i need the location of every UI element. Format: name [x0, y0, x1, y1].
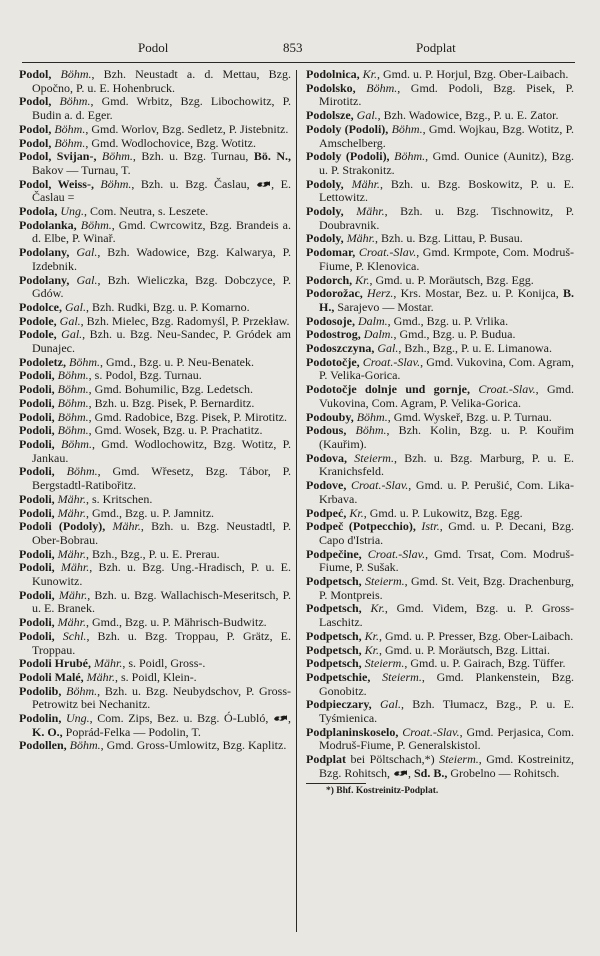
entry-name: Podouby,	[306, 409, 357, 424]
gazetteer-entry	[306, 315, 574, 329]
entry-region: Böhm.	[66, 464, 98, 479]
entry-region: Gal.	[76, 245, 98, 260]
entry-details: , Gmd. u. P. Presser, Bzg. Ober-Laibach.	[379, 628, 574, 643]
entry-details: , Bzh. Tłumacz, Bzg., P. u. E. Tyśmienica.	[319, 697, 575, 726]
entry-details: , Gmd. Cwrcowitz, Bzg. Brandeis a. d. Elbe, P. Winař.	[32, 217, 292, 246]
gazetteer-entry	[306, 287, 574, 314]
entry-name: Podorch,	[306, 272, 356, 287]
entry-region: Gal.	[356, 108, 378, 123]
entry-details: , s. Poidl, Gross-.	[122, 656, 206, 671]
post-horn-icon	[393, 766, 408, 780]
entry-region: Gal.	[377, 341, 399, 356]
entry-name: Podpetsch,	[306, 574, 365, 589]
entry-name: Podol,	[19, 121, 55, 136]
gazetteer-entry	[306, 274, 574, 288]
gazetteer-entry	[19, 137, 291, 151]
entry-name: Podosoje,	[306, 313, 358, 328]
gazetteer-entry	[306, 452, 574, 479]
entry-region: Dalm.	[358, 313, 388, 328]
entry-name: Podoli,	[19, 587, 59, 602]
entry-region: Croat.-Slav.	[478, 382, 536, 397]
entry-name: Podpečine,	[306, 546, 368, 561]
entry-name: Podoli,	[19, 505, 58, 520]
gazetteer-entry	[19, 616, 291, 630]
entry-details: , Gmd. Videm, Bzg. u. P. Gross-Laschitz.	[319, 601, 574, 630]
entry-details: , Gmd. Trsat, Com. Modruš-Fiume, P. Sušak.	[319, 546, 574, 575]
gazetteer-entry	[306, 205, 574, 232]
entry-details: , Bzh. u. Bzg. Neubydschov, P. Gross-Petrowitz bei Nechanitz.	[32, 683, 291, 712]
left-column	[19, 68, 291, 753]
gazetteer-entry	[306, 479, 574, 506]
gazetteer-entry	[19, 438, 291, 465]
gazetteer-entry	[306, 328, 574, 342]
entry-name: Podolsko,	[306, 80, 367, 95]
entry-name: Podoli,	[19, 491, 58, 506]
gazetteer-entry	[306, 548, 574, 575]
entry-details: bei Pöltschach,*)	[346, 752, 440, 767]
entry-name: Podous,	[306, 423, 356, 438]
entry-details: , Gmd. u. P. Gairach, Bzg. Tüffer.	[404, 656, 566, 671]
entry-details: Poprád-Felka — Podolin, T.	[62, 724, 201, 739]
entry-region: Mähr.	[94, 656, 123, 671]
entry-name: Podole,	[19, 327, 62, 342]
post-horn-icon	[256, 177, 271, 191]
entry-details: , Bzh. u. Bzg. Pisek, P. Bernarditz.	[88, 395, 255, 410]
entry-name: Podollen,	[19, 738, 70, 753]
entry-details: , Gmd. Worlov, Bzg. Sedletz, P. Jistebnitz.	[85, 121, 289, 136]
entry-details: ,	[288, 711, 291, 726]
entry-details: , Com. Neutra, s. Leszete.	[84, 204, 209, 219]
gazetteer-entry	[306, 82, 574, 109]
entry-details: , s. Kritschen.	[86, 491, 153, 506]
entry-name: Podoli,	[19, 615, 58, 630]
entry-details: , Bzh. u. Bzg. Časlau,	[131, 176, 257, 191]
entry-name: Podol,	[19, 135, 55, 150]
gazetteer-entry	[306, 657, 574, 671]
entry-region: Kr.	[355, 272, 370, 287]
entry-details: , Gmd. Kostreinitz, Bzg. Rohitsch,	[319, 752, 574, 780]
gazetteer-entry	[19, 205, 291, 219]
entry-name: Podol,	[19, 94, 60, 109]
entry-details: Sarajevo — Mostar.	[334, 299, 434, 314]
entry-region: Böhm.	[391, 121, 423, 136]
page-number: 853	[283, 40, 303, 55]
entry-region: Mähr.	[57, 491, 87, 506]
entry-name: Podoli,	[19, 382, 58, 397]
gazetteer-entry	[19, 548, 291, 562]
entry-region: Croat.-Slav.	[350, 478, 409, 493]
entry-region: Böhm.	[366, 80, 398, 95]
gazetteer-entry	[19, 95, 291, 122]
entry-region: Böhm.	[100, 176, 132, 191]
entry-region: Böhm.	[57, 368, 89, 383]
entry-name: Podolin,	[19, 711, 66, 726]
entry-region: Gal.	[61, 327, 83, 342]
header-last-entry: Podplat	[416, 40, 456, 55]
gazetteer-entry	[306, 644, 574, 658]
entry-details: , Gmd. Radobice, Bzg. Pisek, P. Mirotitz.	[88, 409, 287, 424]
entry-details: , Gmd. Vukovina, Com. Agram, P. Velika-Gorica.	[319, 354, 574, 383]
entry-details: , Gmd. Plankenstein, Bzg. Gonobitz.	[319, 669, 574, 698]
entry-region: Mähr.	[57, 546, 87, 561]
gazetteer-entry	[19, 465, 291, 492]
entry-name: Podove,	[306, 478, 351, 493]
entry-region: Böhm.	[394, 149, 426, 164]
entry-name: Sd. B.,	[414, 765, 448, 780]
gazetteer-entry	[19, 520, 291, 547]
entry-region: Steierm.	[364, 656, 405, 671]
entry-name: Podpieczary,	[306, 697, 380, 712]
gazetteer-entry	[306, 232, 574, 246]
gazetteer-entry	[19, 274, 291, 301]
entry-region: Mähr.	[351, 176, 380, 191]
entry-region: Böhm.	[101, 149, 133, 164]
gazetteer-entry	[19, 315, 291, 329]
entry-region: Kr.	[349, 505, 364, 520]
entry-details: , Gmd. Perjasica, Com. Modruš-Fiume, P. Generalskistol.	[319, 724, 574, 753]
entry-region: Kr.	[364, 628, 380, 643]
gazetteer-entry	[19, 589, 291, 616]
entry-details: , Bzh. u. Bzg. Marburg, P. u. E. Kranichsfeld.	[319, 450, 574, 479]
header-first-entry: Podol	[138, 40, 169, 55]
entry-region: Steierm.	[364, 574, 405, 589]
entry-region: Böhm.	[57, 423, 89, 438]
entry-details: , Gmd. Wřesetz, Bzg. Tábor, P. Bergstadtl-Ratibořitz.	[32, 464, 292, 493]
entry-name: Podoli (Podoly),	[19, 519, 113, 534]
gazetteer-entry	[306, 246, 574, 273]
entry-name: Podoletz,	[19, 354, 69, 369]
entry-details: , Bzh. u. Bzg. Turnau,	[132, 149, 254, 164]
entry-details: , Gmd. Vukovina, Com. Agram, P. Velika-Gorica.	[319, 382, 575, 410]
entry-details: , Gmd. Wodlochowitz, Bzg. Wotitz, P. Jankau.	[32, 436, 292, 465]
gazetteer-entry	[19, 383, 291, 397]
gazetteer-entry	[19, 219, 291, 246]
entry-details: , Gmd. u. P. Perušić, Com. Lika-Krbava.	[319, 478, 574, 506]
footnote-rule	[306, 783, 366, 784]
entry-details: , Gmd. Wrbitz, Bzg. Libochowitz, P. Budin a. d. Eger.	[32, 94, 291, 123]
entry-name: Podpetsch,	[306, 628, 365, 643]
entry-name: Bö. N.,	[253, 149, 291, 164]
entry-details: , Bzh. u. Bzg. Wallachisch-Meseritsch, P. u. E. Branek.	[32, 587, 291, 616]
entry-region: Kr.	[370, 601, 385, 616]
entry-region: Gal.	[65, 299, 86, 314]
entry-details: , Gmd. Krmpote, Com. Modruš-Fiume, P. Klenovica.	[319, 245, 575, 273]
entry-details: , Gmd. St. Veit, Bzg. Drachenburg, P. Montpreis.	[319, 574, 575, 602]
entry-region: Croat.-Slav.	[367, 546, 426, 561]
entry-name: Podolce,	[19, 299, 65, 314]
entry-region: Böhm.	[356, 409, 388, 424]
header-rule	[22, 62, 575, 63]
entry-name: Podoly,	[306, 204, 357, 219]
entry-name: Podolib,	[19, 683, 67, 698]
entry-details: , Bzh., Bzg., P. u. E. Limanowa.	[398, 341, 552, 356]
entry-region: Böhm.	[57, 409, 89, 424]
entry-region: Mähr.	[356, 204, 385, 219]
entry-details: , Gmd. u. P. Lukowitz, Bzg. Egg.	[363, 505, 523, 520]
entry-region: Böhm.	[60, 67, 92, 81]
entry-name: Podpetsch,	[306, 642, 365, 657]
entry-details: , Gmd., Bzg. u. P. Budua.	[393, 327, 516, 342]
entry-details: , Bzh. Kolin, Bzg. u. P. Kouřim (Kauřim).	[319, 423, 574, 451]
column-divider	[296, 70, 297, 932]
gazetteer-entry	[19, 123, 291, 137]
gazetteer-entry	[19, 411, 291, 425]
entry-details: , s. Podol, Bzg. Turnau.	[88, 368, 202, 383]
entry-name: Podoli,	[19, 423, 58, 438]
entry-details: , Gmd. u. P. Moräutsch, Bzg. Littai.	[379, 642, 551, 657]
running-header	[18, 40, 578, 60]
entry-name: Podplat	[306, 752, 347, 767]
entry-region: Böhm.	[69, 738, 101, 753]
entry-details: , Bzh. Wadowice, Bzg. Kalwarya, P. Izdebnik.	[32, 245, 291, 273]
entry-details: , Gmd. Wosek, Bzg. u. P. Prachatitz.	[88, 423, 263, 438]
entry-region: Istr.	[421, 519, 440, 534]
entry-details: , Gmd., Bzg. u. P. Neu-Benatek.	[100, 354, 254, 369]
entry-name: Podoli,	[19, 464, 67, 479]
entry-region: Böhm.	[69, 354, 100, 369]
entry-details: , E. Časlau =	[32, 176, 291, 205]
entry-details: , Bzh. u. Bzg. Tischnowitz, P. Doubravnik.	[319, 204, 574, 232]
gazetteer-entry	[306, 698, 574, 725]
entry-name: Podplaninskoselo,	[306, 724, 403, 739]
entry-region: Gal.	[59, 313, 81, 328]
entry-details: , Gmd. u. P. Horjul, Bzg. Ober-Laibach.	[377, 67, 569, 81]
entry-name: Podolnica,	[306, 67, 363, 81]
entry-region: Steierm.	[354, 450, 394, 465]
entry-region: Croat.-Slav.	[362, 354, 421, 369]
entry-name: Podorožac,	[306, 286, 368, 301]
entry-name: Podolsze,	[306, 108, 357, 123]
gazetteer-entry	[19, 68, 291, 95]
gazetteer-entry	[306, 68, 574, 82]
entry-region: Böhm.	[66, 683, 98, 698]
entry-details: , Bzh. Wadowice, Bzg., P. u. E. Zator.	[377, 108, 559, 123]
gazetteer-entry	[19, 630, 291, 657]
entry-name: Podoly (Podoli),	[306, 149, 395, 164]
gazetteer-entry	[306, 507, 574, 521]
entry-region: Böhm.	[80, 217, 112, 232]
footnote: *) Bhf. Kostreinitz-Podplat.	[326, 785, 439, 796]
entry-region: Mähr.	[86, 669, 116, 684]
entry-name: Podotočje,	[306, 354, 363, 369]
entry-name: Podoly,	[306, 176, 352, 191]
gazetteer-entry	[306, 753, 574, 780]
entry-region: Schl.	[62, 628, 87, 643]
gazetteer-entry	[306, 123, 574, 150]
entry-details: , Gmd. Wodlochovice, Bzg. Wotitz.	[85, 135, 256, 150]
entry-name: Podoli,	[19, 409, 58, 424]
entry-details: , Bzh. u. Bzg. Littau, P. Busau.	[375, 231, 523, 246]
gazetteer-entry	[19, 301, 291, 315]
gazetteer-entry	[306, 726, 574, 753]
entry-details: , Bzh. u. Bzg. Neu-Sandec, P. Gródek am Dunajec.	[32, 327, 291, 356]
gazetteer-entry	[19, 397, 291, 411]
entry-name: Podotočje dolnje und gornje,	[306, 382, 479, 397]
entry-name: B. H.,	[319, 286, 575, 314]
entry-details: , Com. Zips, Bez. u. Bzg. Ó-Lubló,	[89, 711, 273, 726]
gazetteer-entry	[306, 671, 574, 698]
entry-name: Podolany,	[19, 272, 77, 287]
entry-name: Podolany,	[19, 245, 77, 260]
entry-details: , Bzh. u. Bzg. Ung.-Hradisch, P. u. E. Kunowitz.	[32, 560, 291, 589]
entry-name: Podova,	[306, 450, 355, 465]
gazetteer-entry	[306, 150, 574, 177]
gazetteer-entry	[306, 602, 574, 629]
entry-region: Ung.	[60, 204, 85, 219]
entry-region: Böhm.	[54, 121, 86, 136]
entry-name: Podomar,	[306, 245, 359, 260]
entry-details: , Gmd., Bzg. u. P. Mährisch-Budwitz.	[86, 615, 267, 630]
entry-region: Herz.	[367, 286, 394, 301]
entry-region: Mähr.	[60, 560, 90, 575]
post-horn-icon	[273, 711, 288, 725]
entry-name: K. O.,	[32, 724, 63, 739]
gazetteer-entry	[306, 383, 574, 410]
gazetteer-entry	[306, 520, 574, 547]
entry-details: Grobelno — Rohitsch.	[447, 765, 560, 780]
gazetteer-entry	[306, 575, 574, 602]
entry-region: Böhm.	[54, 135, 86, 150]
entry-details: , s. Poidl, Klein-.	[115, 669, 197, 684]
gazetteer-entry	[306, 356, 574, 383]
gazetteer-entry	[19, 671, 291, 685]
entry-name: Podoli,	[19, 368, 58, 383]
entry-name: Podpetsch,	[306, 601, 371, 616]
gazetteer-entry	[19, 369, 291, 383]
entry-region: Kr.	[362, 67, 378, 81]
entry-name: Podoli,	[19, 436, 61, 451]
entry-name: Podoli,	[19, 546, 58, 561]
entry-name: Podpeć,	[306, 505, 350, 520]
entry-details: Bakov — Turnau, T.	[32, 162, 131, 177]
entry-name: Podoli Hrubé,	[19, 656, 95, 671]
gazetteer-entry	[306, 630, 574, 644]
entry-region: Kr.	[364, 642, 380, 657]
entry-region: Mähr.	[57, 505, 87, 520]
entry-region: Mähr.	[112, 519, 141, 534]
entry-details: , Gmd. Wojkau, Bzg. Wotitz, P. Amschelberg.	[319, 121, 574, 150]
entry-details: , Bzh. u. Bzg. Troppau, P. Grätz, E. Troppau.	[32, 628, 292, 657]
entry-name: Podol, Weiss-,	[19, 176, 101, 191]
entry-name: Podol, Svijan-,	[19, 149, 102, 164]
gazetteer-entry	[19, 356, 291, 370]
entry-details: , Bzh. Mielec, Bzg. Radomyśl, P. Przekław.	[80, 313, 290, 328]
gazetteer-entry	[19, 178, 291, 205]
gazetteer-entry	[306, 342, 574, 356]
entry-name: Podpetschie,	[306, 669, 383, 684]
gazetteer-entry	[306, 109, 574, 123]
entry-region: Mähr.	[57, 615, 87, 630]
entry-details: , Gmd. Podoli, Bzg. Pisek, P. Mirotitz.	[319, 80, 574, 109]
entry-details: , Bzh. Rudki, Bzg. u. P. Komarno.	[86, 299, 250, 314]
gazetteer-entry	[19, 739, 291, 753]
entry-region: Croat.-Slav.	[358, 245, 417, 260]
entry-details: , Gmd. Gross-Umlowitz, Bzg. Kaplitz.	[100, 738, 287, 753]
entry-details: , Bzh. Neustadt a. d. Mettau, Bzg. Opočno, P. u. E. Hohenbruck.	[32, 67, 291, 95]
gazetteer-entry	[19, 328, 291, 355]
entry-details: , Gmd. Bohumilic, Bzg. Ledetsch.	[88, 382, 253, 397]
entry-details: , Gmd. Ounice (Aunitz), Bzg. u. P. Strakonitz.	[319, 149, 574, 177]
entry-region: Gal.	[76, 272, 98, 287]
entry-name: Podola,	[19, 204, 61, 219]
entry-details: , Bzh. u. Bzg. Neustadtl, P. Ober-Bobrau.	[32, 519, 291, 547]
gazetteer-entry	[19, 424, 291, 438]
gazetteer-entry	[19, 507, 291, 521]
entry-name: Podoli,	[19, 560, 61, 575]
entry-region: Mähr.	[58, 587, 88, 602]
entry-name: Podoszczyna,	[306, 341, 378, 356]
entry-name: Podpeč (Potpecchio),	[306, 519, 422, 534]
gazetteer-entry	[19, 246, 291, 273]
entry-details: , Gmd. u. P. Decani, Bzg. Capo d'Istria.	[319, 519, 575, 547]
gazetteer-entry	[19, 150, 291, 177]
entry-details: , Bzh. u. Bzg. Boskowitz, P. u. E. Lettowitz.	[319, 176, 574, 205]
entry-name: Podoli,	[19, 395, 58, 410]
entry-region: Böhm.	[355, 423, 387, 438]
entry-region: Steierm.	[382, 669, 422, 684]
gazetteer-entry	[19, 493, 291, 507]
entry-name: Podostrog,	[306, 327, 364, 342]
entry-region: Böhm.	[57, 382, 89, 397]
gazetteer-entry	[306, 411, 574, 425]
entry-region: Böhm.	[60, 436, 92, 451]
entry-region: Mähr.	[346, 231, 376, 246]
gazetteer-entry	[306, 424, 574, 451]
gazetteer-entry	[306, 178, 574, 205]
entry-region: Ung.	[65, 711, 90, 726]
entry-details: , Bzh. Wieliczka, Bzg. Dobczyce, P. Gdów.	[32, 272, 291, 301]
entry-details: , Gmd. u. P. Moräutsch, Bzg. Egg.	[369, 272, 534, 287]
gazetteer-entry	[19, 685, 291, 712]
entry-details: , Gmd., Bzg. u. P. Jamnitz.	[86, 505, 215, 520]
right-column	[306, 68, 574, 797]
entry-name: Podoli Malé,	[19, 669, 87, 684]
entry-region: Böhm.	[59, 94, 91, 109]
entry-name: Podoli,	[19, 628, 63, 643]
entry-region: Gal.	[379, 697, 401, 712]
gazetteer-entry	[19, 712, 291, 739]
entry-details: , Gmd., Bzg. u. P. Vrlika.	[387, 313, 509, 328]
entry-name: Podoly,	[306, 231, 347, 246]
entry-details: ,	[408, 765, 414, 780]
entry-region: Böhm.	[57, 395, 89, 410]
entry-name: Podole,	[19, 313, 60, 328]
gazetteer-entry	[19, 561, 291, 588]
entry-name: Podol,	[19, 67, 61, 81]
entry-name: Podoly (Podoli),	[306, 121, 392, 136]
gazetteer-entry	[19, 657, 291, 671]
entry-details: , Gmd. Wyskeř, Bzg. u. P. Turnau.	[387, 409, 552, 424]
entry-name: Podpetsch,	[306, 656, 365, 671]
entry-region: Dalm.	[363, 327, 394, 342]
entry-details: , Bzh., Bzg., P. u. E. Prerau.	[86, 546, 220, 561]
entry-region: Steierm.	[439, 752, 479, 767]
entry-details: , Krs. Mostar, Bez. u. P. Konijca,	[393, 286, 563, 301]
entry-name: Podolanka,	[19, 217, 81, 232]
entry-region: Croat.-Slav.	[402, 724, 460, 739]
